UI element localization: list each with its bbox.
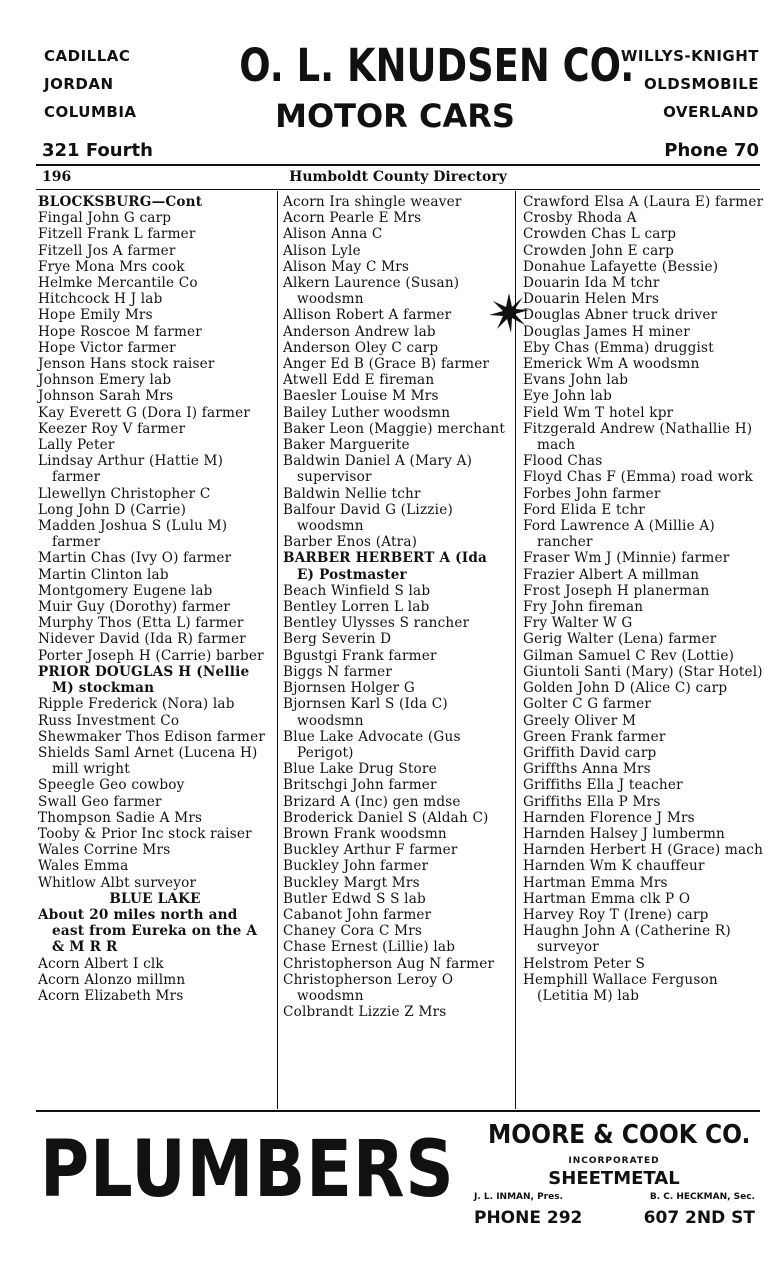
directory-entry: Acorn Pearle E Mrs bbox=[283, 210, 422, 227]
directory-entry: Griffiths Ella P Mrs bbox=[523, 793, 661, 810]
directory-entry: Murphy Thos (Etta L) farmer bbox=[38, 615, 244, 632]
directory-entry: Douarin Ida M tchr bbox=[523, 275, 660, 292]
brand-willys-knight: WILLYS-KNIGHT bbox=[620, 47, 759, 65]
brand-overland: OVERLAND bbox=[663, 103, 759, 121]
directory-entry: Thompson Sadie A Mrs bbox=[38, 809, 203, 826]
directory-entry: Ford Elida E tchr bbox=[523, 501, 646, 518]
directory-entry: Broderick Daniel S (Aldah C) bbox=[283, 809, 489, 826]
section-heading: BLUE LAKE bbox=[109, 890, 201, 907]
directory-entry: Crowden John E carp bbox=[523, 242, 674, 259]
directory-entry: Christopherson Aug N farmer bbox=[283, 955, 495, 972]
directory-entry: Bgustgi Frank farmer bbox=[283, 647, 437, 664]
directory-entry: Alison Anna C bbox=[283, 226, 383, 243]
directory-entry: Hope Emily Mrs bbox=[38, 307, 153, 324]
directory-entry: Bjornsen Karl S (Ida C) woodsmn bbox=[283, 696, 448, 729]
directory-entry: Biggs N farmer bbox=[283, 663, 393, 680]
directory-entry: Douglas James H miner bbox=[523, 323, 690, 340]
directory-entry: Long John D (Carrie) bbox=[38, 501, 187, 518]
directory-entry: Hitchcock H J lab bbox=[38, 291, 163, 308]
directory-entry: Shewmaker Thos Edison farmer bbox=[38, 728, 266, 745]
ad-secretary: B. C. HECKMAN, Sec. bbox=[649, 1192, 755, 1202]
directory-entry: Eby Chas (Emma) druggist bbox=[523, 339, 714, 356]
directory-entry: Green Frank farmer bbox=[523, 728, 666, 745]
directory-entry: Brown Frank woodsmn bbox=[283, 825, 447, 842]
directory-entry: Hartman Emma clk P O bbox=[523, 890, 691, 907]
directory-entry: Atwell Edd E fireman bbox=[283, 372, 435, 389]
ad-sheetmetal: SHEETMETAL bbox=[548, 1168, 680, 1189]
directory-entry: Helmke Mercantile Co bbox=[38, 275, 198, 292]
directory-entry: Baldwin Daniel A (Mary A) supervisor bbox=[283, 453, 473, 486]
directory-entry: Fraser Wm J (Minnie) farmer bbox=[523, 550, 730, 567]
directory-entry: Chase Ernest (Lillie) lab bbox=[283, 939, 456, 956]
column-divider bbox=[277, 191, 278, 1109]
starburst-icon bbox=[489, 293, 529, 333]
directory-entry: Fitzgerald Andrew (Nathallie H) mach bbox=[523, 420, 753, 454]
directory-entry: Griffith David carp bbox=[523, 744, 657, 761]
directory-entry: Berg Severin D bbox=[283, 631, 392, 648]
directory-entry: Whitlow Albt surveyor bbox=[38, 874, 197, 891]
directory-entry: Muir Guy (Dorothy) farmer bbox=[38, 599, 231, 616]
directory-entry: Giuntoli Santi (Mary) (Star Hotel) bbox=[523, 663, 763, 680]
directory-entry: Kay Everett G (Dora I) farmer bbox=[38, 404, 251, 421]
directory-entry: Hope Roscoe M farmer bbox=[38, 323, 202, 340]
brand-cadillac: CADILLAC bbox=[44, 47, 131, 65]
directory-entry: Blue Lake Advocate (Gus Perigot) bbox=[283, 728, 461, 761]
directory-entry: Harvey Roy T (Irene) carp bbox=[523, 906, 709, 923]
directory-entry: Alison May C Mrs bbox=[283, 258, 410, 275]
directory-entry: Porter Joseph H (Carrie) barber bbox=[38, 647, 264, 664]
ad-phone: Phone 70 bbox=[664, 140, 759, 161]
directory-entry: BLOCKSBURG—Cont bbox=[38, 194, 203, 210]
directory-entry: Ford Lawrence A (Millie A) rancher bbox=[523, 518, 715, 551]
directory-entry: Hope Victor farmer bbox=[38, 339, 176, 356]
ad-address: 321 Fourth bbox=[42, 140, 153, 161]
directory-entry: Christopherson Leroy O woodsmn bbox=[283, 971, 454, 1004]
left-brand-list bbox=[44, 42, 137, 126]
directory-entry: Bailey Luther woodsmn bbox=[283, 404, 451, 421]
directory-entry: Helstrom Peter S bbox=[523, 955, 645, 972]
ad-company-name: O. L. KNUDSEN CO. bbox=[239, 39, 635, 92]
brand-jordan: JORDAN bbox=[44, 75, 114, 93]
directory-entry: Griffiths Ella J teacher bbox=[523, 777, 683, 794]
directory-entry: Forbes John farmer bbox=[523, 485, 661, 502]
directory-entry: Bjornsen Holger G bbox=[283, 680, 415, 697]
directory-entry: Acorn Alonzo millmn bbox=[38, 971, 186, 988]
directory-entry: Baesler Louise M Mrs bbox=[283, 388, 439, 405]
directory-entry: Butler Edwd S S lab bbox=[283, 890, 426, 907]
ad-phone: PHONE 292 bbox=[474, 1208, 583, 1228]
directory-entry: Balfour David G (Lizzie) woodsmn bbox=[283, 501, 453, 535]
page-number: 196 bbox=[42, 169, 72, 185]
directory-entry: Gilman Samuel C Rev (Lottie) bbox=[523, 647, 735, 664]
directory-entry: Montgomery Eugene lab bbox=[38, 582, 213, 599]
directory-entry: Lally Peter bbox=[38, 437, 115, 454]
directory-entry: Anderson Andrew lab bbox=[283, 323, 436, 340]
directory-entry: Anger Ed B (Grace B) farmer bbox=[283, 356, 490, 373]
directory-entry: Emerick Wm A woodsmn bbox=[523, 356, 700, 373]
directory-entry: Floyd Chas F (Emma) road work bbox=[523, 469, 753, 486]
directory-entry: Speegle Geo cowboy bbox=[38, 777, 185, 794]
directory-entry: Flood Chas bbox=[523, 453, 603, 470]
directory-entry: Martin Clinton lab bbox=[38, 566, 169, 583]
directory-entry: About 20 miles north and east from Eureka on the A & M R R bbox=[38, 906, 258, 956]
directory-entry: Barber Enos (Atra) bbox=[283, 534, 418, 551]
subheader-rule bbox=[36, 189, 760, 190]
footer-rule bbox=[36, 1110, 760, 1112]
directory-entry: Harnden Halsey J lumbermn bbox=[523, 825, 726, 842]
directory-entry: Swall Geo farmer bbox=[38, 793, 162, 810]
directory-entry: Buckley Margt Mrs bbox=[283, 874, 420, 891]
directory-entry: Chaney Cora C Mrs bbox=[283, 923, 423, 940]
directory-entry: Douarin Helen Mrs bbox=[523, 291, 660, 308]
directory-entry: Gerig Walter (Lena) farmer bbox=[523, 631, 717, 648]
directory-entry: Greely Oliver M bbox=[523, 712, 637, 729]
directory-entry: Baker Marguerite bbox=[283, 437, 410, 454]
directory-entry: Martin Chas (Ivy O) farmer bbox=[38, 550, 232, 567]
directory-entry: Golter C G farmer bbox=[523, 696, 652, 713]
directory-entry: Wales Emma bbox=[38, 858, 129, 875]
ad-address: 607 2ND ST bbox=[643, 1208, 755, 1228]
directory-entry: Nidever David (Ida R) farmer bbox=[38, 631, 246, 648]
directory-entry: Keezer Roy V farmer bbox=[38, 420, 186, 437]
directory-entry: Baker Leon (Maggie) merchant bbox=[283, 420, 505, 437]
directory-entry: Allison Robert A farmer bbox=[283, 307, 452, 324]
directory-entry: Tooby & Prior Inc stock raiser bbox=[38, 825, 252, 842]
ad-tagline: MOTOR CARS bbox=[275, 97, 515, 135]
directory-entry: Hartman Emma Mrs bbox=[523, 874, 668, 891]
directory-entry: Wales Corrine Mrs bbox=[38, 842, 171, 859]
directory-entry: Jenson Hans stock raiser bbox=[38, 356, 215, 373]
directory-entry: Cabanot John farmer bbox=[283, 906, 432, 923]
directory-column-3 bbox=[523, 194, 765, 1004]
directory-entry: Johnson Sarah Mrs bbox=[38, 388, 174, 405]
directory-entry: Frazier Albert A millman bbox=[523, 566, 700, 583]
directory-entry: Llewellyn Christopher C bbox=[38, 485, 211, 502]
ad-president: J. L. INMAN, Pres. bbox=[474, 1192, 563, 1202]
directory-entry: Field Wm T hotel kpr bbox=[523, 404, 674, 421]
ad-incorporated: INCORPORATED bbox=[568, 1156, 660, 1166]
directory-entry: Colbrandt Lizzie Z Mrs bbox=[283, 1004, 447, 1021]
directory-entry: Blue Lake Drug Store bbox=[283, 761, 437, 778]
directory-entry: Buckley Arthur F farmer bbox=[283, 842, 458, 859]
header-rule bbox=[36, 164, 760, 166]
directory-column-2 bbox=[283, 194, 509, 1020]
page-title: Humboldt County Directory bbox=[289, 169, 507, 185]
directory-entry: Hemphill Wallace Ferguson (Letitia M) lab bbox=[523, 971, 718, 1004]
directory-entry: Crawford Elsa A (Laura E) farmer bbox=[523, 194, 764, 210]
directory-entry: Brizard A (Inc) gen mdse bbox=[283, 793, 461, 810]
directory-entry: Bentley Ulysses S rancher bbox=[283, 615, 470, 632]
header-advertisement bbox=[0, 0, 773, 166]
directory-entry: Fingal John G carp bbox=[38, 210, 172, 227]
directory-entry: Shields Saml Arnet (Lucena H) mill wright bbox=[38, 744, 258, 778]
directory-entry: Alison Lyle bbox=[283, 242, 361, 259]
directory-entry: Baldwin Nellie tchr bbox=[283, 485, 421, 502]
directory-entry: PRIOR DOUGLAS H (Nellie M) stockman bbox=[38, 663, 250, 697]
directory-entry: BARBER HERBERT A (Ida E) Postmaster bbox=[283, 550, 488, 583]
directory-entry: Golden John D (Alice C) carp bbox=[523, 680, 728, 697]
directory-entry: Beach Winfield S lab bbox=[283, 582, 431, 599]
brand-columbia: COLUMBIA bbox=[44, 103, 137, 121]
ad-company-name: MOORE & COOK CO. bbox=[488, 1120, 751, 1150]
directory-entry: Evans John lab bbox=[523, 372, 629, 389]
directory-entry: Fry Walter W G bbox=[523, 615, 633, 632]
directory-entry: Crowden Chas L carp bbox=[523, 226, 677, 243]
right-brand-list bbox=[621, 42, 759, 126]
directory-entry: Fitzell Frank L farmer bbox=[38, 226, 196, 243]
directory-entry: Buckley John farmer bbox=[283, 858, 429, 875]
directory-entry: Acorn Elizabeth Mrs bbox=[38, 987, 184, 1004]
directory-entry: Harnden Florence J Mrs bbox=[523, 809, 695, 826]
directory-entry: Fitzell Jos A farmer bbox=[38, 242, 176, 259]
directory-entry: Douglas Abner truck driver bbox=[523, 307, 718, 324]
page-header bbox=[38, 169, 758, 189]
directory-entry: Crosby Rhoda A bbox=[523, 210, 637, 227]
directory-column-1 bbox=[38, 194, 272, 1004]
directory-entry: Lindsay Arthur (Hattie M) farmer bbox=[38, 453, 224, 486]
directory-entry: Russ Investment Co bbox=[38, 712, 180, 729]
directory-entry: Johnson Emery lab bbox=[38, 372, 172, 389]
directory-entry: Bentley Lorren L lab bbox=[283, 599, 430, 616]
directory-entry: Harnden Wm K chauffeur bbox=[523, 858, 705, 875]
directory-entry: Ripple Frederick (Nora) lab bbox=[38, 696, 235, 713]
directory-entry: Acorn Albert I clk bbox=[38, 955, 164, 972]
directory-entry: Haughn John A (Catherine R) surveyor bbox=[523, 923, 731, 956]
directory-entry: Acorn Ira shingle weaver bbox=[283, 194, 462, 210]
directory-entry: Harnden Herbert H (Grace) mach bbox=[523, 842, 764, 859]
ad-trade: PLUMBERS bbox=[40, 1125, 455, 1215]
directory-entry: Griffths Anna Mrs bbox=[523, 761, 651, 778]
directory-entry: Anderson Oley C carp bbox=[283, 339, 439, 356]
directory-entry: Donahue Lafayette (Bessie) bbox=[523, 258, 719, 275]
directory-entry: Eye John lab bbox=[523, 388, 612, 405]
directory-entry: Fry John fireman bbox=[523, 599, 644, 616]
brand-oldsmobile: OLDSMOBILE bbox=[643, 75, 759, 93]
directory-entry: Frost Joseph H planerman bbox=[523, 582, 710, 599]
directory-entry: Frye Mona Mrs cook bbox=[38, 258, 185, 275]
directory-entry: Madden Joshua S (Lulu M) farmer bbox=[38, 518, 228, 551]
directory-entry: Alkern Laurence (Susan) woodsmn bbox=[283, 275, 460, 308]
directory-entry: Britschgi John farmer bbox=[283, 777, 437, 794]
